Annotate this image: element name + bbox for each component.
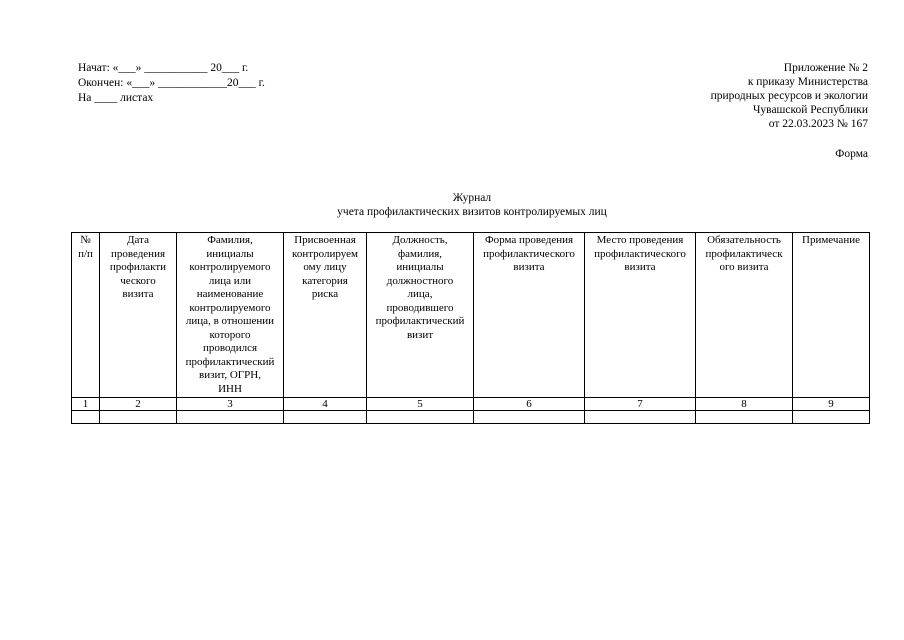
header-visit-place: Место проведения профилактического визита: [585, 233, 696, 398]
table-header-row: [72, 233, 870, 398]
title-line-2: учета профилактических визитов контролируемых лиц: [337, 206, 607, 218]
appendix-order: к приказу Министерства: [747, 76, 868, 88]
document-title: [0, 191, 904, 219]
table-cell: [793, 411, 870, 424]
table-cell: 7: [585, 398, 696, 411]
header-note: Примечание: [793, 233, 870, 398]
sheets-line: На ____ листах: [78, 92, 154, 104]
header-controlled-person: Фамилия, инициалы контролируемого лица или наименование контролируемого лица, в отношении которого проводился профилактический визит, ОГРН, ИНН: [177, 233, 284, 398]
header-number: № п/п: [72, 233, 100, 398]
appendix-republic: Чувашской Республики: [752, 104, 868, 116]
table-cell: [100, 411, 177, 424]
table-cell: 1: [72, 398, 100, 411]
finished-line: Окончен: «___» ____________20___ г.: [78, 77, 265, 89]
journal-dates-block: [78, 61, 265, 106]
table-cell: [367, 411, 474, 424]
table-cell: [284, 411, 367, 424]
table-cell: 3: [177, 398, 284, 411]
title-line-1: Журнал: [452, 192, 492, 204]
table-cell: [72, 411, 100, 424]
started-line: Начат: «___» ___________ 20___ г.: [78, 62, 249, 74]
header-risk-category: Присвоенная контролируем ому лицу категория риска: [284, 233, 367, 398]
form-label: Форма: [835, 148, 868, 160]
table-cell: [585, 411, 696, 424]
table-row: [72, 411, 870, 424]
column-numbers-row: [72, 398, 870, 411]
header-date: Дата проведения профилакти ческого визита: [100, 233, 177, 398]
table-cell: 6: [474, 398, 585, 411]
table-cell: [696, 411, 793, 424]
table-cell: 9: [793, 398, 870, 411]
table-cell: [474, 411, 585, 424]
journal-table: [71, 232, 870, 424]
table-cell: [177, 411, 284, 424]
header-official: Должность, фамилия, инициалы должностного лица, проводившего профилактический визит: [367, 233, 474, 398]
table-cell: 2: [100, 398, 177, 411]
table-cell: 4: [284, 398, 367, 411]
table-cell: 5: [367, 398, 474, 411]
header-mandatory: Обязательность профилактическ ого визита: [696, 233, 793, 398]
table-cell: 8: [696, 398, 793, 411]
appendix-ministry: природных ресурсов и экологии: [710, 90, 868, 102]
appendix-block: [711, 61, 868, 131]
header-visit-form: Форма проведения профилактического визита: [474, 233, 585, 398]
appendix-number: Приложение № 2: [783, 62, 868, 74]
appendix-date: от 22.03.2023 № 167: [768, 118, 868, 130]
